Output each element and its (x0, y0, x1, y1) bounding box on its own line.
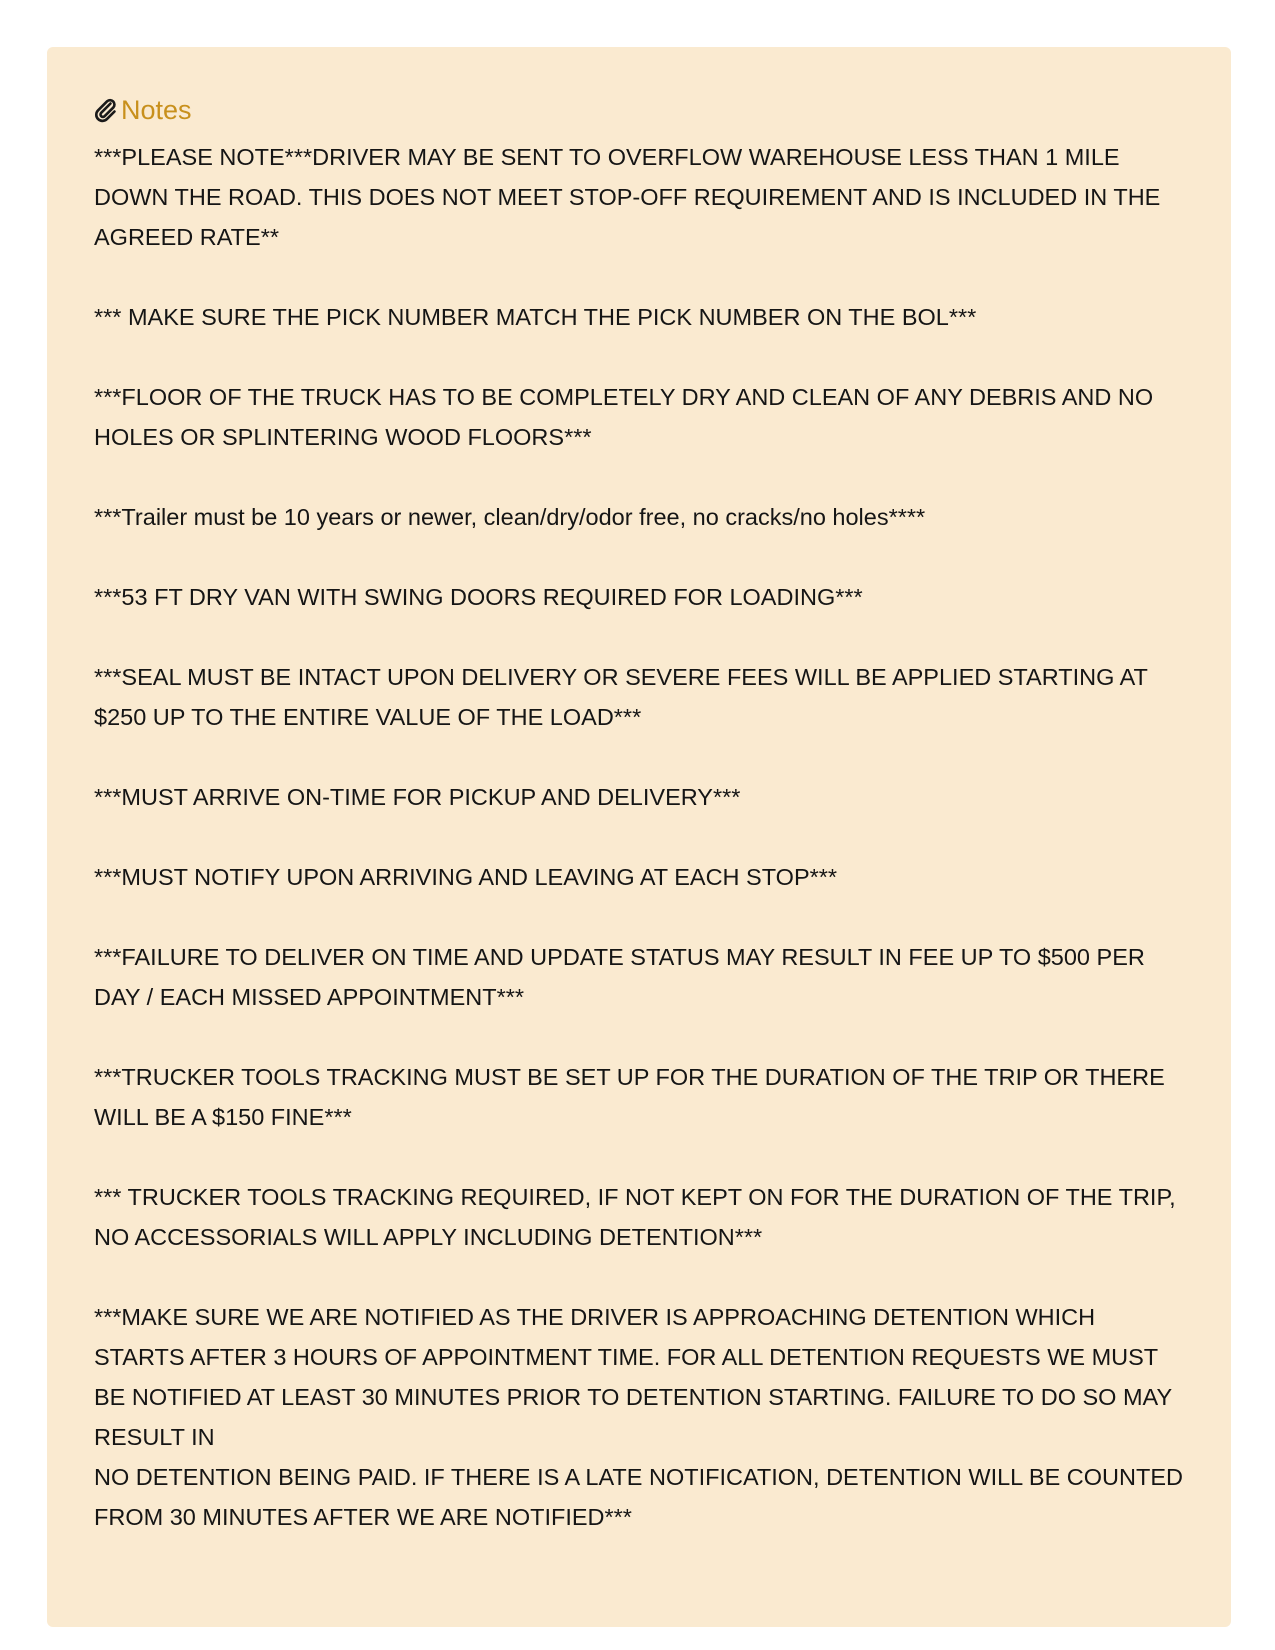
notes-body (94, 137, 1185, 1537)
note-line: NO DETENTION BEING PAID. IF THERE IS A LATE NOTIFICATION, DETENTION WILL BE COUNTED FROM 30 MINUTES AFTER WE ARE NOTIFIED*** (94, 1464, 1183, 1530)
note-paragraph: *** TRUCKER TOOLS TRACKING REQUIRED, IF NOT KEPT ON FOR THE DURATION OF THE TRIP, NO ACCESSORIALS WILL APPLY INCLUDING DETENTION*** (94, 1184, 1176, 1250)
note-paragraph: ***53 FT DRY VAN WITH SWING DOORS REQUIRED FOR LOADING*** (94, 584, 863, 610)
note-paragraph: ***FAILURE TO DELIVER ON TIME AND UPDATE STATUS MAY RESULT IN FEE UP TO $500 PER DAY / EACH MISSED APPOINTMENT*** (94, 944, 1145, 1010)
note-line: ***MAKE SURE WE ARE NOTIFIED AS THE DRIVER IS APPROACHING DETENTION WHICH STARTS AFTER 3 HOURS OF APPOINTMENT TIME. FOR ALL DETENTION REQUESTS WE MUST BE NOTIFIED AT LEAST 30 MINUTES PRIOR TO DETENTION STARTING. FAILURE TO DO SO MAY RESULT IN (94, 1304, 1172, 1450)
notes-title: Notes (121, 95, 192, 125)
note-paragraph: ***Trailer must be 10 years or newer, clean/dry/odor free, no cracks/no holes**** (94, 504, 926, 530)
paperclip-icon (94, 97, 118, 123)
note-paragraph: ***MUST NOTIFY UPON ARRIVING AND LEAVING AT EACH STOP*** (94, 864, 838, 890)
note-paragraph: ***MUST ARRIVE ON-TIME FOR PICKUP AND DELIVERY*** (94, 784, 741, 810)
note-paragraph-detention (94, 1297, 1185, 1537)
note-paragraph: ***PLEASE NOTE***DRIVER MAY BE SENT TO OVERFLOW WAREHOUSE LESS THAN 1 MILE DOWN THE ROAD. THIS DOES NOT MEET STOP-OFF REQUIREMENT AND IS INCLUDED IN THE AGREED RATE** (94, 144, 1161, 250)
note-paragraph: ***FLOOR OF THE TRUCK HAS TO BE COMPLETELY DRY AND CLEAN OF ANY DEBRIS AND NO HOLES OR SPLINTERING WOOD FLOORS*** (94, 384, 1154, 450)
note-paragraph: *** MAKE SURE THE PICK NUMBER MATCH THE PICK NUMBER ON THE BOL*** (94, 304, 977, 330)
note-paragraph: ***SEAL MUST BE INTACT UPON DELIVERY OR SEVERE FEES WILL BE APPLIED STARTING AT $250 UP TO THE ENTIRE VALUE OF THE LOAD*** (94, 664, 1148, 730)
notes-panel (47, 47, 1231, 1627)
note-paragraph: ***TRUCKER TOOLS TRACKING MUST BE SET UP FOR THE DURATION OF THE TRIP OR THERE WILL BE A $150 FINE*** (94, 1064, 1165, 1130)
notes-header (94, 93, 1185, 127)
